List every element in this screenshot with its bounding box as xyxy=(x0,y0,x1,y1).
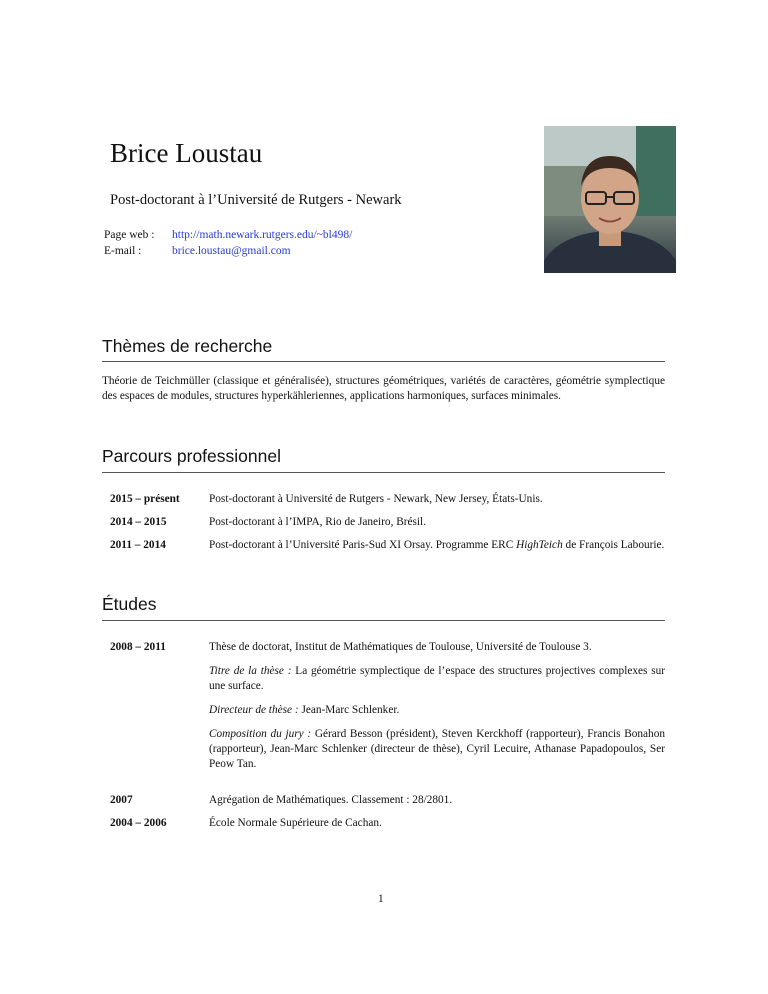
advisor-label: Directeur de thèse : xyxy=(209,704,299,716)
web-label: Page web : xyxy=(104,229,155,241)
entry-date: 2007 xyxy=(110,794,133,806)
contact-email-row xyxy=(104,243,352,259)
entry-text: Post-doctorant à l’Université Paris-Sud XI Orsay. Programme ERC xyxy=(209,539,517,551)
thesis-title-label: Titre de la thèse : xyxy=(209,665,292,677)
advisor-value: Jean-Marc Schlenker. xyxy=(301,704,400,716)
web-link[interactable]: http://math.newark.rutgers.edu/~bl498/ xyxy=(172,229,353,241)
entry-date: 2014 – 2015 xyxy=(110,516,167,528)
entry-description: Post-doctorant à l’IMPA, Rio de Janeiro, Brésil. xyxy=(209,516,427,528)
email-label: E-mail : xyxy=(104,245,142,257)
jury-value: Gérard Besson (président), Steven Kerckhoff (rapporteur), Francis Bonahon (rapporteur), Jean-Marc Schlenker (directeur de thèse), Cyril Lecuire, Athanase Papadopoulos, Ser Peow Tan. xyxy=(209,728,665,770)
research-heading: Thèmes de recherche xyxy=(102,336,273,356)
studies-divider xyxy=(102,620,665,621)
research-divider xyxy=(102,361,665,362)
thesis-line: Thèse de doctorat, Institut de Mathématiques de Toulouse, Université de Toulouse 3. xyxy=(209,641,592,653)
entry-date: 2008 – 2011 xyxy=(110,641,166,653)
thesis-title xyxy=(209,664,665,694)
program-name: HighTeich xyxy=(516,539,563,551)
entry-date: 2015 – présent xyxy=(110,493,180,505)
entry-date: 2004 – 2006 xyxy=(110,817,167,829)
jury-label: Composition du jury : xyxy=(209,728,312,740)
contact-block xyxy=(104,227,352,259)
profile-photo xyxy=(544,126,676,273)
studies-heading: Études xyxy=(102,594,157,614)
portrait-illustration xyxy=(544,126,676,273)
entry-description xyxy=(209,538,665,553)
person-name: Brice Loustau xyxy=(110,138,263,168)
entry-text-end: de François Labourie. xyxy=(562,539,665,551)
contact-web-row xyxy=(104,227,352,243)
entry-description: École Normale Supérieure de Cachan. xyxy=(209,817,382,829)
career-heading: Parcours professionnel xyxy=(102,446,281,466)
career-divider xyxy=(102,472,665,473)
thesis-jury xyxy=(209,727,665,772)
page-number: 1 xyxy=(378,893,384,905)
entry-description: Agrégation de Mathématiques. Classement : 28/2801. xyxy=(209,794,453,806)
entry-description: Post-doctorant à Université de Rutgers - Newark, New Jersey, États-Unis. xyxy=(209,493,543,505)
email-link[interactable]: brice.loustau@gmail.com xyxy=(172,245,291,257)
entry-date: 2011 – 2014 xyxy=(110,539,166,551)
thesis-title-value: La géométrie symplectique de l’espace des structures projectives complexes sur une surface. xyxy=(209,665,665,692)
thesis-advisor xyxy=(209,703,665,718)
entry-description xyxy=(209,640,665,781)
research-text: Théorie de Teichmüller (classique et généralisée), structures géométriques, variétés de caractères, géométrie symplectique des espaces de modules, structures hyperkähleriennes, applications harmoniques, surfaces minimales. xyxy=(102,375,665,402)
position-subtitle: Post-doctorant à l’Université de Rutgers - Newark xyxy=(110,192,402,208)
